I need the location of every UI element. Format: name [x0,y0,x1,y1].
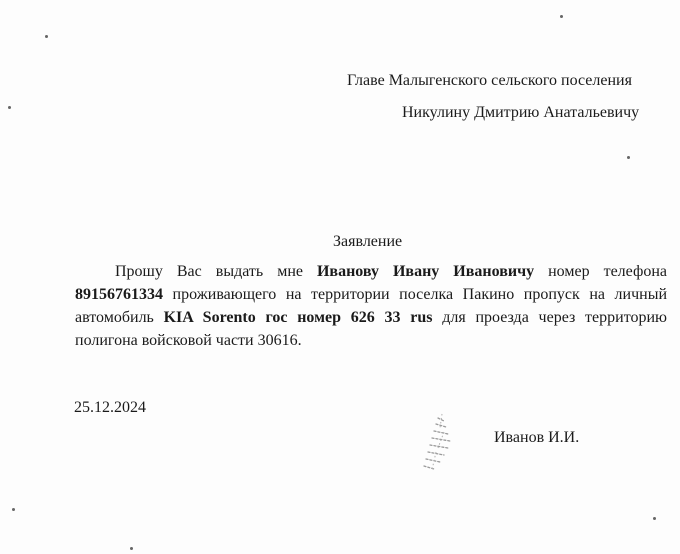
scan-speck [8,106,11,109]
application-body [75,260,667,352]
body-text-2: номер телефона [534,263,667,280]
phone-number: 89156761334 [75,286,163,303]
applicant-name: Иванову Ивану Ивановичу [316,263,535,280]
scan-speck [45,35,48,38]
recipient-line-1: Главе Малыгенского сельского поселения [347,72,632,89]
body-text-3: проживающего на территории поселка Пакино пропуск на личный автомобиль [75,286,667,326]
scan-speck [130,547,133,550]
vehicle-info: KIA Sorento гос номер 626 33 rus [163,309,433,326]
document-date: 25.12.2024 [74,399,146,416]
body-text-4: для проезда через территорию полигона войсковой части 30616. [75,309,668,349]
recipient-line-2: Никулину Дмитрию Анатальевичу [402,104,640,121]
document-title: Заявление [333,233,403,250]
signer-name: Иванов И.И. [494,429,580,446]
scan-speck [653,517,656,520]
scan-speck [627,156,630,159]
signature-scribble [404,408,474,478]
scan-speck [560,15,563,18]
scan-speck [12,508,15,511]
body-text-1: Прошу Вас выдать мне [115,263,317,280]
